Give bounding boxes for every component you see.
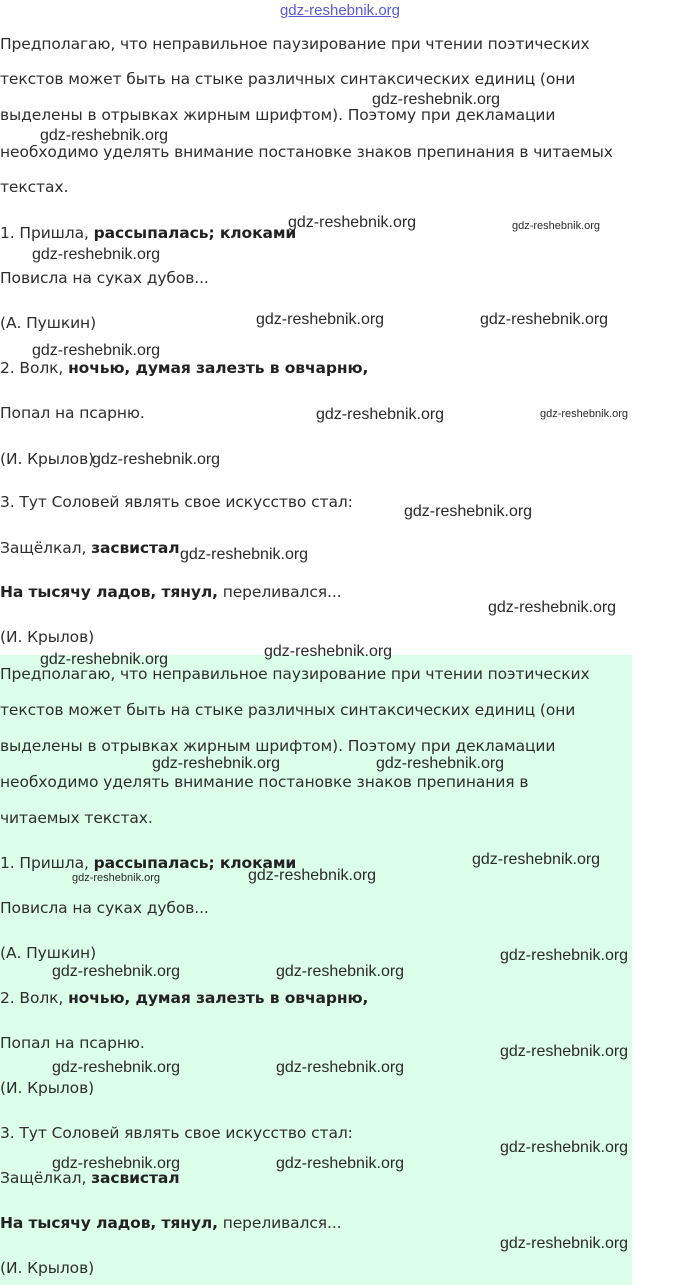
poem-author: (И. Крылов) [0,1079,95,1097]
poem-text: 1. Пришла, [0,854,94,872]
poem-text: переливался... [217,1214,342,1232]
watermark: gdz-reshebnik.org [264,643,393,660]
poem-bold-text: На тысячу ладов, тянул, [0,1214,218,1232]
watermark: gdz-reshebnik.org [500,1139,629,1156]
intro-line: выделены в отрывках жирным шрифтом). Поэтому при декламации [0,737,556,755]
intro-line: текстов может быть на стыке различных синтаксических единиц (они [0,70,576,88]
poem-author: (А. Пушкин) [0,314,97,332]
poem-bold-text: рассыпалась; клоками [93,854,297,872]
watermark: gdz-reshebnik.org [180,546,309,563]
intro-line: Предполагаю, что неправильное паузирование при чтении поэтических [0,35,590,53]
poem-line: Попал на псарню. [0,1034,145,1052]
watermark: gdz-reshebnik.org [52,1059,181,1076]
poem-line [0,223,296,243]
watermark: gdz-reshebnik.org [276,1155,405,1172]
poem-bold-text: рассыпалась; клоками [93,224,297,242]
poem-line: Повисла на суках дубов... [0,269,209,287]
site-link[interactable]: gdz-reshebnik.org [279,2,401,19]
watermark: gdz-reshebnik.org [276,963,405,980]
watermark: gdz-reshebnik.org [376,755,505,772]
watermark: gdz-reshebnik.org [32,246,161,263]
poem-line [0,582,342,602]
watermark: gdz-reshebnik.org [32,342,161,359]
poem-line: Повисла на суках дубов... [0,899,209,917]
intro-line: текстах. [0,178,69,196]
poem-line: Попал на псарню. [0,404,145,422]
poem-bold-text: ночью, думая залезть в овчарню, [68,359,369,377]
poem-text: 2. Волк, [0,989,69,1007]
watermark: gdz-reshebnik.org [488,599,617,616]
watermark: gdz-reshebnik.org [540,408,629,420]
watermark: gdz-reshebnik.org [52,1155,181,1172]
watermark: gdz-reshebnik.org [256,311,385,328]
poem-bold-text: ночью, думая залезть в овчарню, [68,989,369,1007]
watermark: gdz-reshebnik.org [500,1235,629,1252]
poem-text: Защёлкал, [0,539,92,557]
watermark: gdz-reshebnik.org [152,755,281,772]
poem-line [0,538,180,558]
intro-line: читаемых текстах. [0,809,153,827]
watermark: gdz-reshebnik.org [500,1043,629,1060]
poem-line [0,358,368,378]
intro-line: Предполагаю, что неправильное паузирование при чтении поэтических [0,665,590,683]
poem-text: переливался... [217,583,342,601]
poem-author: (И. Крылов) [0,1259,95,1277]
intro-line: необходимо уделять внимание постановке знаков препинания в читаемых [0,143,613,161]
poem-line [0,988,368,1008]
poem-author: (И. Крылов) [0,628,95,646]
poem-author: (И. Крылов) [0,450,95,468]
watermark: gdz-reshebnik.org [316,406,445,423]
watermark: gdz-reshebnik.org [500,947,629,964]
watermark: gdz-reshebnik.org [288,214,417,231]
poem-text: 2. Волк, [0,359,69,377]
watermark: gdz-reshebnik.org [92,451,221,468]
poem-text: Защёлкал, [0,1169,92,1187]
watermark: gdz-reshebnik.org [480,311,609,328]
poem-bold-text: засвистал [91,1169,180,1187]
poem-bold-text: засвистал [91,539,180,557]
watermark: gdz-reshebnik.org [52,963,181,980]
watermark: gdz-reshebnik.org [248,867,377,884]
intro-line: необходимо уделять внимание постановке знаков препинания в [0,773,529,791]
watermark: gdz-reshebnik.org [472,851,601,868]
intro-line: выделены в отрывках жирным шрифтом). Поэтому при декламации [0,106,556,124]
watermark: gdz-reshebnik.org [372,91,501,108]
poem-author: (А. Пушкин) [0,944,97,962]
poem-bold-text: На тысячу ладов, тянул, [0,583,218,601]
poem-line: 3. Тут Соловей являть свое искусство стал: [0,493,353,511]
poem-text: 1. Пришла, [0,224,94,242]
watermark: gdz-reshebnik.org [72,872,161,884]
watermark: gdz-reshebnik.org [512,220,601,232]
watermark: gdz-reshebnik.org [404,503,533,520]
poem-line [0,1213,342,1233]
intro-line: текстов может быть на стыке различных синтаксических единиц (они [0,701,576,719]
watermark: gdz-reshebnik.org [40,651,169,668]
watermark: gdz-reshebnik.org [40,127,169,144]
poem-line: 3. Тут Соловей являть свое искусство стал: [0,1124,353,1142]
watermark: gdz-reshebnik.org [276,1059,405,1076]
